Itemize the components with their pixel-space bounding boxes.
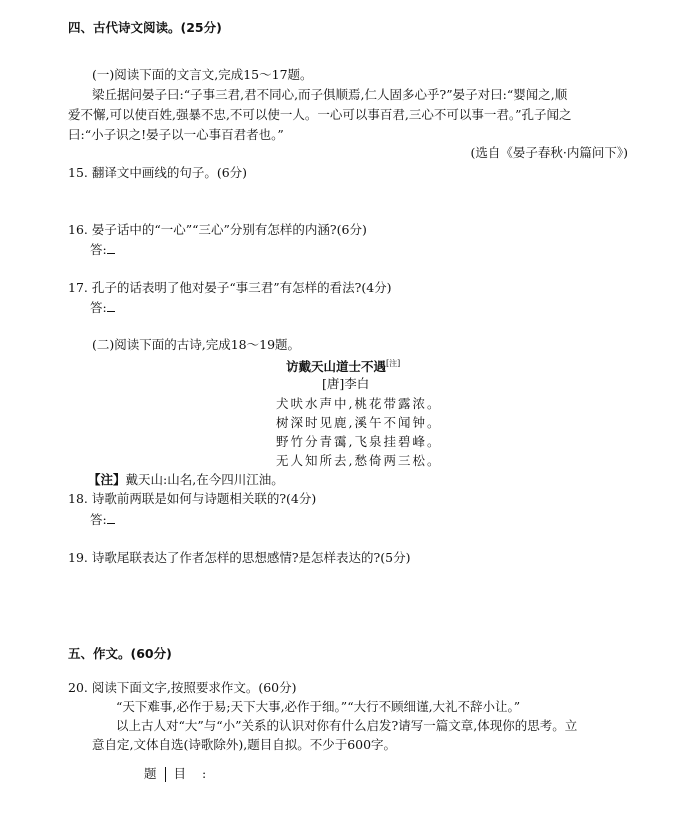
poem-title-text: 访戴天山道士不遇 bbox=[286, 359, 387, 375]
answer-label: 答: bbox=[90, 300, 107, 315]
note-label: 【注】 bbox=[88, 472, 126, 487]
note-text: 戴天山:山名,在今四川江油。 bbox=[125, 472, 284, 487]
section4-heading: 四、古代诗文阅读。(25分) bbox=[68, 20, 222, 35]
passage-line-1: 梁丘据问晏子曰:“子事三君,君不同心,而子俱顺焉,仁人固多心乎?”晏子对曰:“婴闻之,顺 bbox=[92, 87, 568, 102]
answer-blank[interactable] bbox=[107, 301, 115, 312]
poem-note bbox=[88, 472, 284, 488]
poem-line-4: 无人知所去,愁倚两三松。 bbox=[276, 453, 442, 468]
answer-label: 答: bbox=[90, 512, 107, 527]
essay-prompt-line-2: 意自定,文体自选(诗歌除外),题目自拟。不少于600字。 bbox=[92, 737, 397, 752]
essay-quote: “天下难事,必作于易;天下大事,必作于细。”“大行不顾细谨,大礼不辞小让。” bbox=[116, 699, 521, 714]
passage-line-2: 爱不懈,可以使百姓,强暴不忠,不可以使一人。一心可以事百君,三心不可以事一君。”孔子闻之 bbox=[68, 107, 572, 122]
question-16: 16. 晏子话中的“一心”“三心”分别有怎样的内涵?(6分) bbox=[68, 222, 367, 237]
part2-intro: (二)阅读下面的古诗,完成18～19题。 bbox=[92, 337, 301, 352]
part1-intro: (一)阅读下面的文言文,完成15～17题。 bbox=[92, 67, 313, 82]
title-divider bbox=[165, 767, 166, 782]
title-colon: : bbox=[202, 766, 207, 781]
essay-title-field[interactable] bbox=[144, 764, 206, 782]
poem-line-1: 犬吠水声中,桃花带露浓。 bbox=[276, 396, 442, 411]
answer-blank[interactable] bbox=[107, 513, 115, 524]
section5-heading: 五、作文。(60分) bbox=[68, 646, 172, 661]
answer-18 bbox=[90, 512, 115, 528]
essay-prompt-line-1: 以上古人对“大”与“小”关系的认识对你有什么启发?请写一篇文章,体现你的思考。立 bbox=[116, 718, 578, 733]
question-18: 18. 诗歌前两联是如何与诗题相关联的?(4分) bbox=[68, 491, 317, 506]
passage-line-3: 曰:“小子识之!晏子以一心事百君者也。” bbox=[68, 127, 284, 142]
question-17: 17. 孔子的话表明了他对晏子“事三君”有怎样的看法?(4分) bbox=[68, 280, 392, 295]
poem-author: [唐]李白 bbox=[322, 376, 370, 391]
poem-line-2: 树深时见鹿,溪午不闻钟。 bbox=[276, 415, 442, 430]
title-label-char-1: 题 bbox=[144, 766, 157, 781]
title-label-char-2: 目 bbox=[173, 766, 187, 781]
passage-source: (选自《晏子春秋·内篇问下》) bbox=[470, 145, 628, 160]
question-20: 20. 阅读下面文字,按照要求作文。(60分) bbox=[68, 680, 297, 695]
answer-16 bbox=[90, 242, 115, 258]
answer-label: 答: bbox=[90, 242, 107, 257]
question-15: 15. 翻译文中画线的句子。(6分) bbox=[68, 165, 248, 180]
poem-note-mark: [注] bbox=[386, 359, 401, 368]
poem-title bbox=[286, 356, 400, 375]
answer-blank[interactable] bbox=[107, 243, 115, 254]
question-19: 19. 诗歌尾联表达了作者怎样的思想感情?是怎样表达的?(5分) bbox=[68, 550, 411, 565]
answer-17 bbox=[90, 300, 115, 316]
poem-line-3: 野竹分青霭,飞泉挂碧峰。 bbox=[276, 434, 442, 449]
